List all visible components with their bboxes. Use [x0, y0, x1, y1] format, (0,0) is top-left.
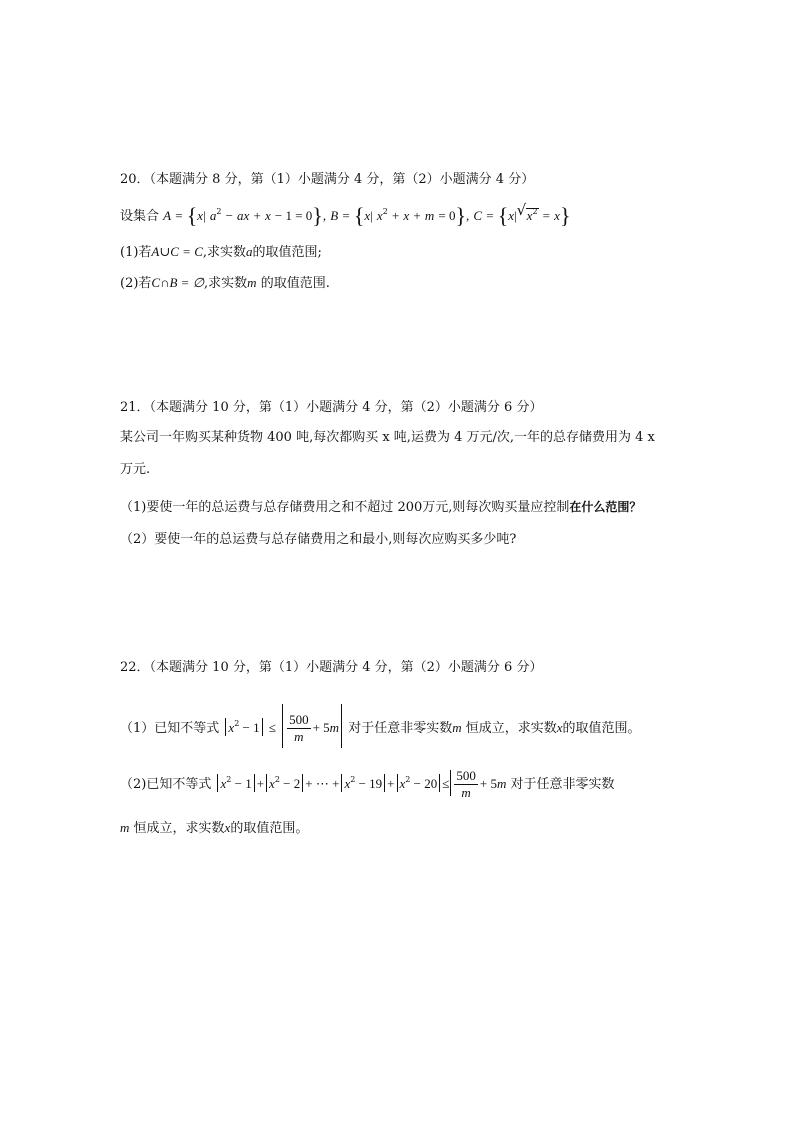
q21-part1: （1)要使一年的总运费与总存储费用之和不超过 200万元,则每次购买量应控制在什么范围？: [120, 500, 642, 515]
q22-header: 22．（本题满分 10 分，第（1）小题满分 4 分，第（2）小题满分 6 分）: [120, 660, 543, 675]
q21-text-line1: 某公司一年购买某种货物 400 吨,每次都购买 x 吨,运费为 4 万元/次,一年的总存储费用为 4 x: [120, 430, 655, 445]
q21-part2: （2）要使一年的总运费与总存储费用之和最小,则每次应购买多少吨?: [120, 532, 517, 547]
q20-part2-condition: C∩B = ∅: [151, 275, 205, 290]
q21-text-line2: 万元.: [120, 462, 151, 477]
q22-part1: （1）已知不等式 $x^2 - 1$ ≤ $\frac{500}{m}$ + 5m 对于任意非零实数m 恒成立，求实数x的取值范围。: [120, 704, 641, 748]
q22-fraction-500-over-m: $\frac{500}{m}$: [289, 712, 309, 744]
q20-header: 20．（本题满分 8 分，第（1）小题满分 4 分，第（2）小题满分 4 分）: [120, 172, 535, 187]
q21-header: 21．（本题满分 10 分，第（1）小题满分 4 分，第（2）小题满分 6 分）: [120, 400, 543, 415]
q20-part1-condition: A∪C = C: [151, 244, 203, 259]
q20-part2: (2)若C∩B = ∅,求实数m 的取值范围.: [120, 275, 330, 291]
q22-fraction-500-over-m-2: $\frac{500}{m}$: [456, 768, 476, 800]
q20-set-definition: 设集合 A = {x| $a^2$ − ax + x − 1 = 0}, B = {x| $x^2 + x + m = 0$}, C = {x| √ $x^2 = x$}: [120, 201, 571, 228]
q22-part2-continued: m 恒成立，求实数x的取值范围。: [120, 820, 309, 836]
q20-part1: (1)若A∪C = C,求实数a的取值范围;: [120, 244, 322, 260]
q22-part2: （2)已知不等式 $x^2 - 1 + x^2 - 2$ + ⋯ + $x^2 - 19 + x^2 - 20$ ≤ $\frac{500}{m}$ + 5m 对于任意非零实数: [120, 768, 615, 800]
q21-part1-bold: 在什么范围？: [569, 500, 642, 514]
q20-intro: 设集合: [120, 209, 160, 224]
